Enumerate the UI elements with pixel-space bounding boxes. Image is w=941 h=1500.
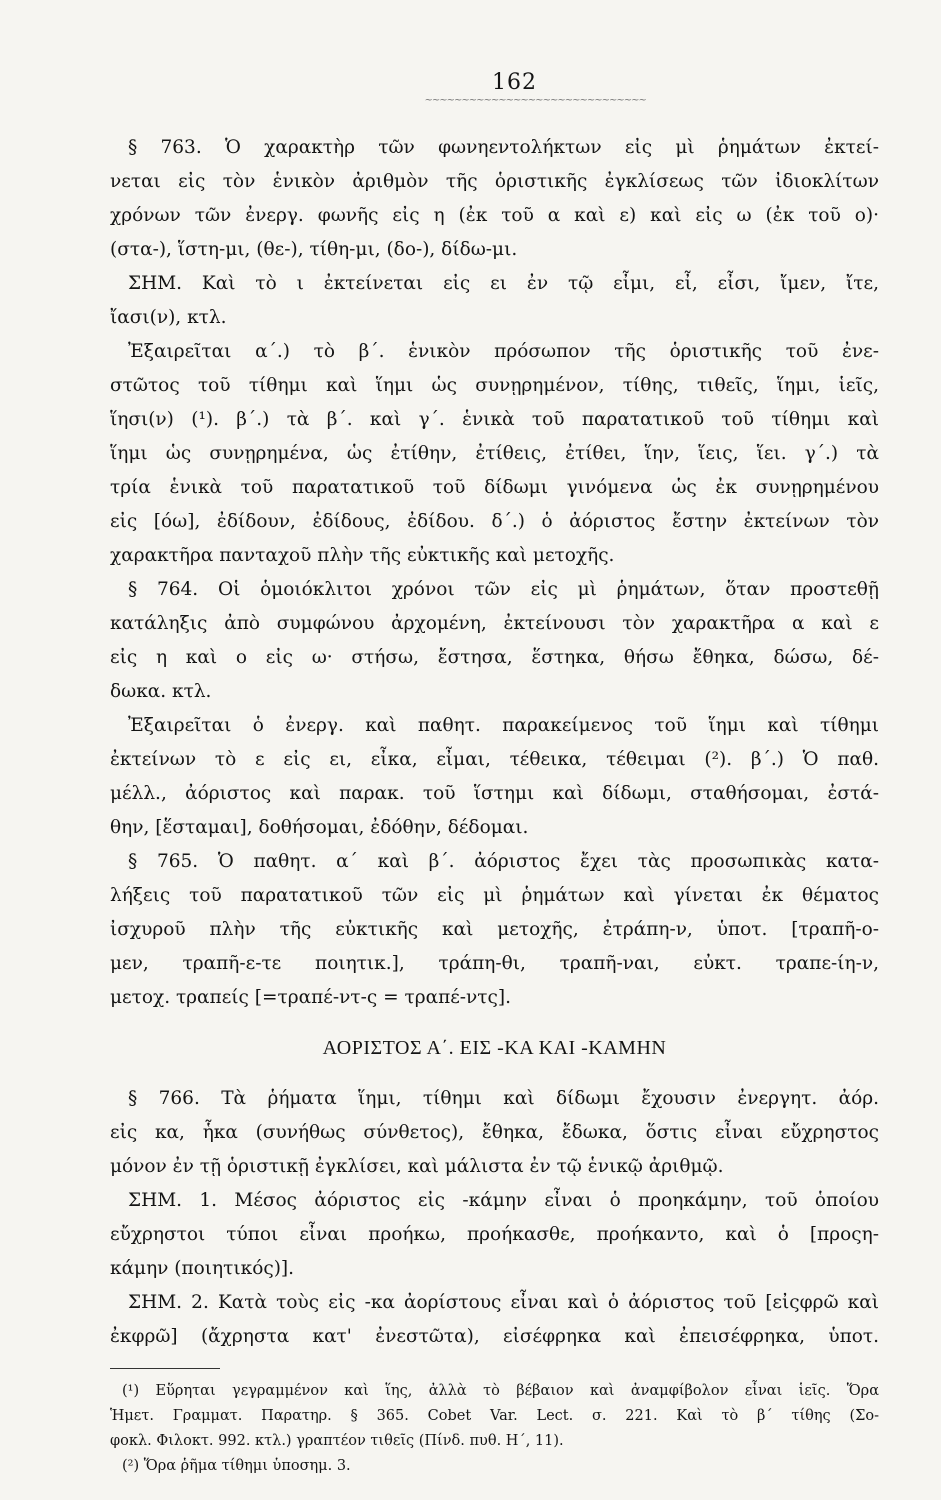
footnote-line: φοκλ. Φιλοκτ. 992. κτλ.) γραπτέον τιθεῖς (Πίνδ. πυθ. Η΄, 11). [110, 1433, 564, 1449]
paragraph-line: μόνον ἐν τῇ ὁριστικῇ ἐγκλίσει, καὶ μάλιστα ἐν τῷ ἑνικῷ ἀριθμῷ. [110, 1156, 724, 1177]
section-heading: ΑΟΡΙΣΤΟΣ Α΄. ΕΙΣ -ΚΑ ΚΑΙ -ΚΑΜΗΝ [322, 1037, 667, 1059]
page-number: 162 [492, 70, 537, 95]
section-764 [110, 573, 879, 709]
paragraph-line: μετοχ. τραπείς [=τραπέ-ντ-ς = τραπέ-ντς]. [110, 987, 512, 1008]
paragraph-line: λήξεις τοῦ παρατατικοῦ τῶν εἰς μὶ ῥημάτων καὶ γίνεται ἐκ θέματος [110, 885, 879, 906]
paragraph-line: μέλλ., ἀόριστος καὶ παρακ. τοῦ ἵστημι καὶ δίδωμι, σταθήσομαι, ἐστά- [110, 783, 879, 804]
footnote-line: (¹) Εὕρηται γεγραμμένον καὶ ἵης, ἀλλὰ τὸ βέβαιον καὶ ἀναμφίβολον εἶναι ἱεῖς. Ὅρα [122, 1383, 879, 1399]
paragraph-line: δωκα. κτλ. [110, 681, 212, 702]
paragraph-line: ἵησι(ν) (¹). β΄.) τὰ β΄. καὶ γ΄. ἑνικὰ τοῦ παρατατικοῦ τοῦ τίθημι καὶ [110, 409, 879, 430]
paragraph-line: εὔχρηστοι τύποι εἶναι προήκω, προήκασθε, προήκαντο, καὶ ὁ [προςη- [110, 1224, 879, 1245]
paragraph-line: θην, [ἕσταμαι], δοθήσομαι, ἐδόθην, δέδομαι. [110, 817, 529, 838]
paragraph-line: κάμην (ποιητικός)]. [110, 1258, 295, 1279]
exceptions-763 [110, 335, 879, 573]
paragraph-line: ΣΗΜ. 2. Κατὰ τοὺς εἰς -κα ἀορίστους εἶναι καὶ ὁ ἀόριστος τοῦ [εἰςφρῶ καὶ [128, 1292, 879, 1313]
paragraph-line: ἵημι ὡς συνῃρημένα, ὡς ἐτίθην, ἐτίθεις, ἐτίθει, ἵην, ἵεις, ἵει. γ΄.) τὰ [110, 443, 879, 464]
paragraph-line: ἐκτείνων τὸ ε εἰς ει, εἶκα, εἶμαι, τέθεικα, τέθειμαι (²). β΄.) Ὁ παθ. [110, 749, 879, 770]
paragraph-line: χρόνων τῶν ἐνεργ. φωνῆς εἰς η (ἐκ τοῦ α καὶ ε) καὶ εἰς ω (ἐκ τοῦ ο)· [110, 205, 879, 226]
section-765 [110, 845, 879, 1015]
footnote-line: Ἡμετ. Γραμματ. Παρατηρ. § 365. Cobet Var. Lect. σ. 221. Καὶ τὸ β΄ τίθης (Σο- [110, 1408, 879, 1424]
note-1-766 [110, 1184, 879, 1286]
paragraph-line: § 764. Οἱ ὁμοιόκλιτοι χρόνοι τῶν εἰς μὶ ῥημάτων, ὅταν προστεθῇ [128, 579, 879, 600]
paragraph-line: Ἐξαιρεῖται ὁ ἐνεργ. καὶ παθητ. παρακείμενος τοῦ ἵημι καὶ τίθημι [128, 715, 879, 736]
section-763 [110, 131, 879, 267]
paragraph-line: τρία ἑνικὰ τοῦ παρατατικοῦ τοῦ δίδωμι γινόμενα ὡς ἐκ συνῃρημένου [110, 477, 879, 498]
paragraph-line: Ἐξαιρεῖται α΄.) τὸ β΄. ἑνικὸν πρόσωπον τῆς ὁριστικῆς τοῦ ἐνε- [128, 341, 879, 362]
paragraph-line: ΣΗΜ. Καὶ τὸ ι ἐκτείνεται εἰς ει ἐν τῷ εἶμι, εἶ, εἶσι, ἴμεν, ἴτε, [128, 273, 879, 294]
paragraph-line: νεται εἰς τὸν ἑνικὸν ἀριθμὸν τῆς ὁριστικῆς ἐγκλίσεως τῶν ἰδιοκλίτων [110, 171, 879, 192]
paragraph-line: § 766. Τὰ ῥήματα ἵημι, τίθημι καὶ δίδωμι ἔχουσιν ἐνεργητ. ἀόρ. [128, 1088, 879, 1109]
footnote-divider [110, 1368, 220, 1369]
paragraph-line: εἰς [όω], ἐδίδουν, ἐδίδους, ἐδίδου. δ΄.) ὁ ἀόριστος ἔστην ἐκτείνων τὸν [110, 511, 879, 532]
note-763 [110, 267, 879, 335]
paragraph-line: ΣΗΜ. 1. Μέσος ἀόριστος εἰς -κάμην εἶναι ὁ προηκάμην, τοῦ ὁποίου [128, 1190, 879, 1211]
paragraph-line: μεν, τραπῆ-ε-τε ποιητικ.], τράπη-θι, τραπῆ-ναι, εὐκτ. τραπε-ίη-ν, [110, 953, 879, 974]
exceptions-764 [110, 709, 879, 845]
paragraph-line: κατάληξις ἀπὸ συμφώνου ἀρχομένη, ἐκτείνουσι τὸν χαρακτῆρα α καὶ ε [110, 613, 879, 634]
footnotes [110, 1379, 879, 1479]
paragraph-line: ἰσχυροῦ πλὴν τῆς εὐκτικῆς καὶ μετοχῆς, ἐτράπη-ν, ὑποτ. [τραπῆ-ο- [110, 919, 879, 940]
paragraph-line: εἰς η καὶ ο εἰς ω· στήσω, ἔστησα, ἕστηκα, θήσω ἔθηκα, δώσω, δέ- [110, 647, 879, 668]
paragraph-line: ἴασι(ν), κτλ. [110, 307, 227, 328]
paragraph-line: § 765. Ὁ παθητ. α΄ καὶ β΄. ἀόριστος ἔχει τὰς προσωπικὰς κατα- [128, 851, 879, 872]
footnote-line: (²) Ὅρα ῥῆμα τίθημι ὑποσημ. 3. [122, 1458, 351, 1474]
paragraph-line: στῶτος τοῦ τίθημι καὶ ἵημι ὡς συνῃρημένον, τίθης, τιθεῖς, ἵημι, ἱεῖς, [110, 375, 879, 396]
paragraph-line: (στα-), ἵστη-μι, (θε-), τίθη-μι, (δο-), δίδω-μι. [110, 239, 518, 260]
header-ornament: ~~~~~~~~~~~~~~~~~~~~~~~~~~~~~~ [424, 95, 646, 106]
paragraph-line: ἐκφρῶ] (ἄχρηστα κατ' ἐνεστῶτα), εἰσέφρηκα καὶ ἐπεισέφρηκα, ὑποτ. [110, 1326, 879, 1347]
note-2-766 [110, 1286, 879, 1354]
paragraph-line: § 763. Ὁ χαρακτὴρ τῶν φωνηεντολήκτων εἰς μὶ ῥημάτων ἐκτεί- [128, 137, 879, 158]
paragraph-line: εἰς κα, ἧκα (συνήθως σύνθετος), ἔθηκα, ἔδωκα, ὅστις εἶναι εὔχρηστος [110, 1122, 879, 1143]
paragraph-line: χαρακτῆρα πανταχοῦ πλὴν τῆς εὐκτικῆς καὶ μετοχῆς. [110, 545, 615, 566]
section-766 [110, 1082, 879, 1184]
